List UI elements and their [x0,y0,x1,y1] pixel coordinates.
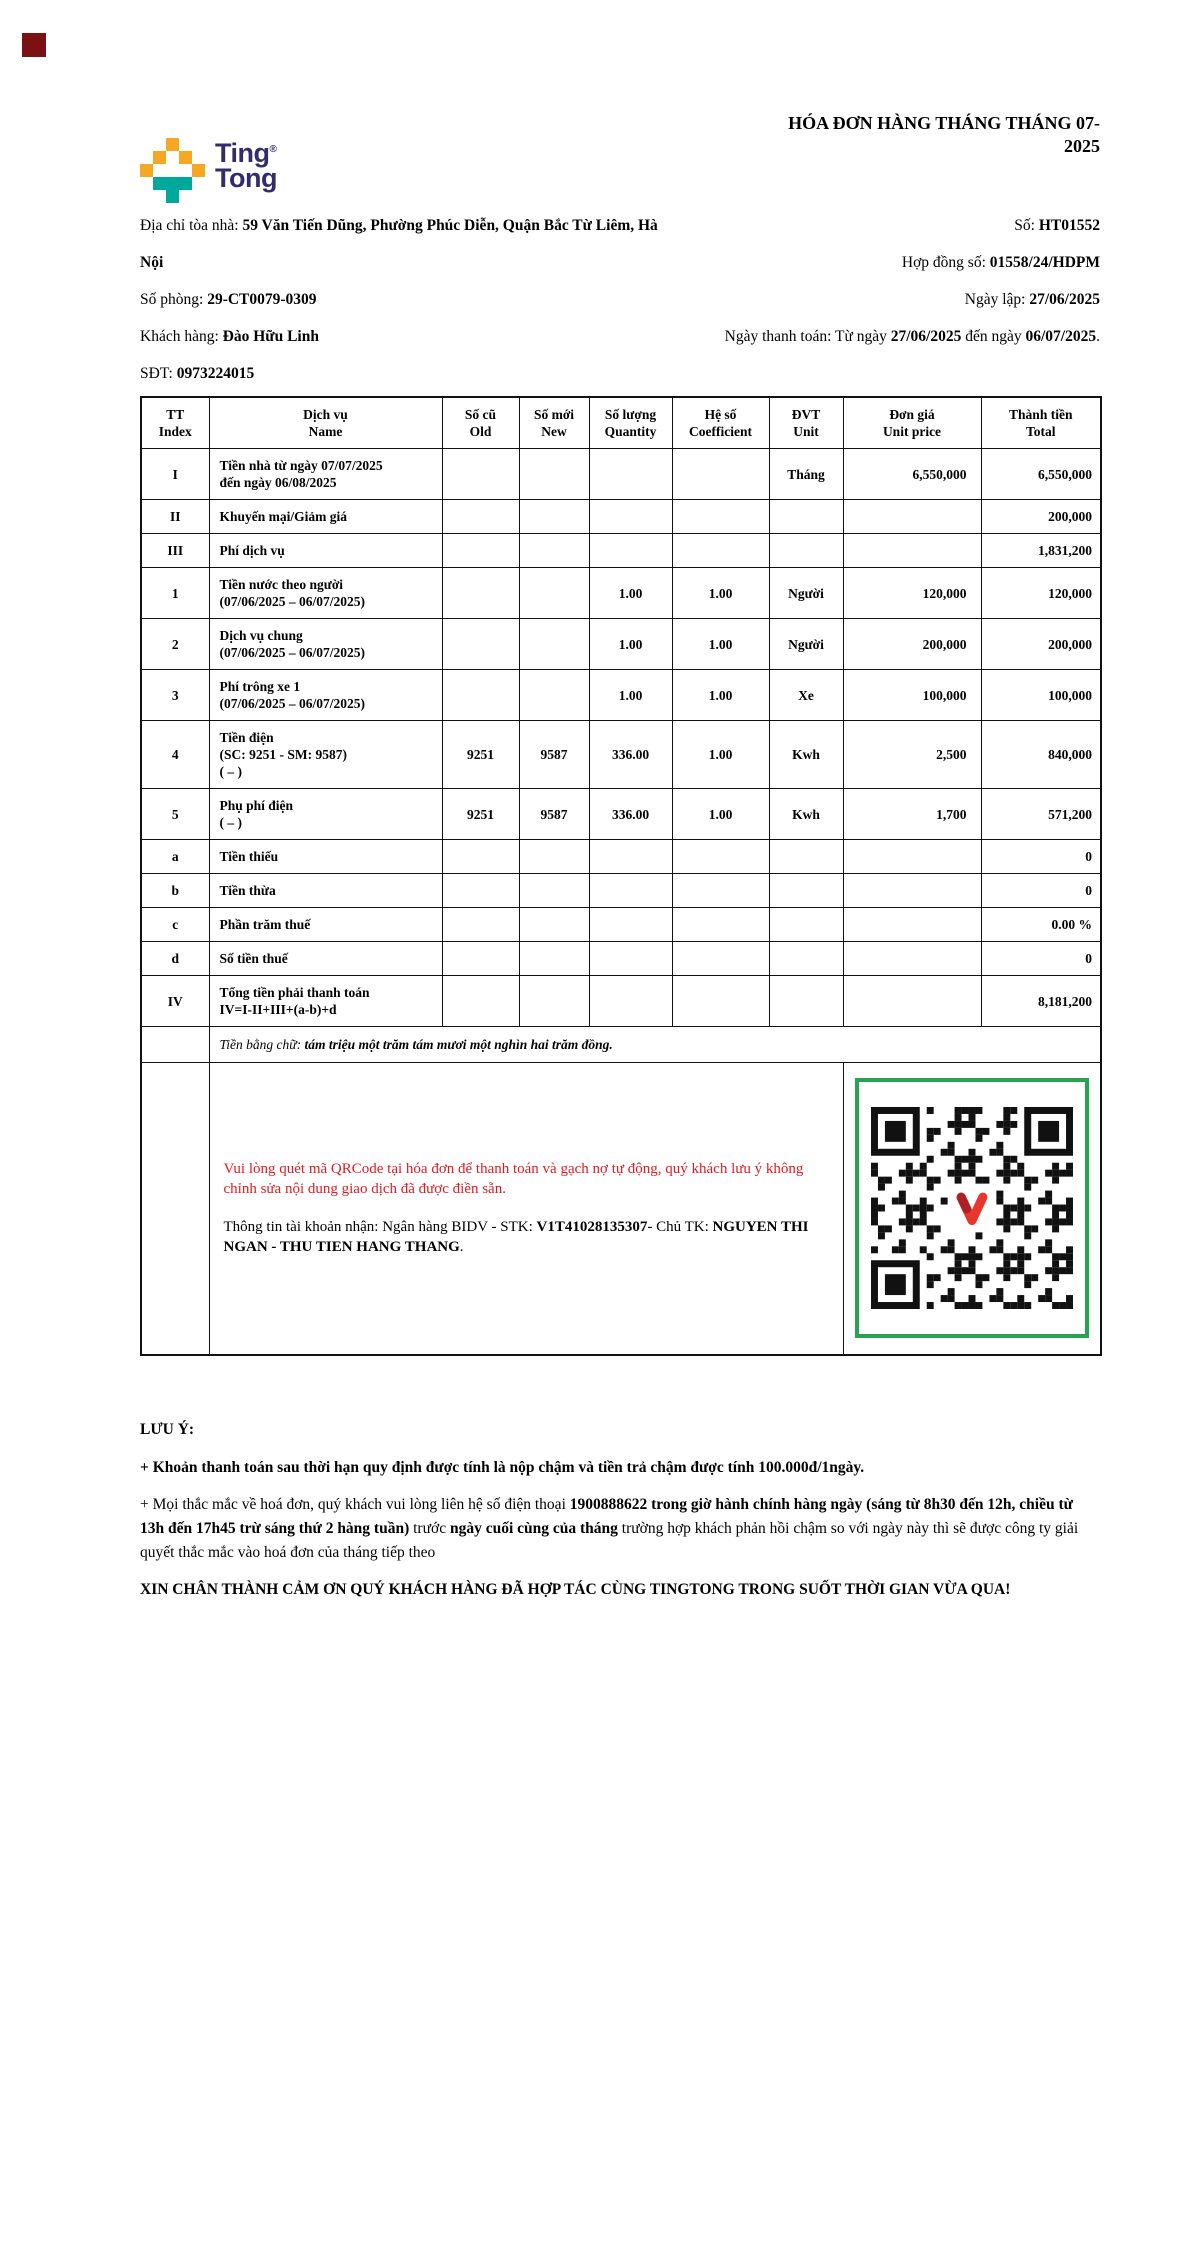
invoice-info-section [140,207,1100,392]
cell-index: I [141,449,209,500]
building-address-line: Địa chỉ tòa nhà: 59 Văn Tiến Dũng, Phường Phúc Diễn, Quận Bắc Từ Liêm, Hà Nội [140,217,658,271]
cell-total: 571,200 [981,789,1101,840]
cell-coefficient [672,534,769,568]
cell-quantity: 1.00 [589,670,672,721]
cell-coefficient: 1.00 [672,670,769,721]
cell-unit-price [843,942,981,976]
tingtong-logo [140,138,277,203]
cell-quantity [589,500,672,534]
cell-coefficient: 1.00 [672,721,769,789]
cell-old-reading [442,874,519,908]
cell-index: 1 [141,568,209,619]
logo-pixel [179,177,192,190]
amount-in-words-row [141,1027,1101,1063]
cell-index: 5 [141,789,209,840]
cell-quantity [589,908,672,942]
cell-coefficient [672,976,769,1027]
cell-service-name: Tiền thiếu [209,840,442,874]
qr-code-cell [843,1063,1101,1355]
cell-unit-price [843,840,981,874]
cell-service-name: Khuyến mại/Giảm giá [209,500,442,534]
cell-service-name: Tiền điện (SC: 9251 - SM: 9587) ( – ) [209,721,442,789]
tingtong-logo-text [215,138,277,194]
qr-payment-note: Vui lòng quét mã QRCode tại hóa đơn để thanh toán và gạch nợ tự động, quý khách lưu ý không chỉnh sửa nội dung giao dịch đã được điền sẵn. [223,1161,804,1198]
cell-old-reading [442,840,519,874]
logo-word-ting: Ting [215,138,270,168]
logo-pixel [140,164,153,177]
cell-old-reading [442,942,519,976]
cell-unit: Kwh [769,789,843,840]
cell-new-reading: 9587 [519,789,589,840]
cell-total: 0.00 % [981,908,1101,942]
cell-quantity [589,874,672,908]
cell-old-reading [442,534,519,568]
logo-pixel [153,151,166,164]
table-row [141,449,1101,500]
cell-unit-price: 6,550,000 [843,449,981,500]
cell-total: 200,000 [981,500,1101,534]
footer-notes [140,1418,1100,1602]
cell-index: 4 [141,721,209,789]
cell-quantity: 1.00 [589,568,672,619]
table-row [141,840,1101,874]
cell-total: 840,000 [981,721,1101,789]
invoice-title [660,112,1100,203]
cell-coefficient [672,500,769,534]
cell-service-name: Tiền thừa [209,874,442,908]
cell-quantity [589,534,672,568]
cell-unit: Xe [769,670,843,721]
cell-new-reading [519,534,589,568]
cell-service-name: Phần trăm thuế [209,908,442,942]
cell-unit [769,840,843,874]
logo-pixel [166,138,179,151]
cell-unit: Người [769,619,843,670]
cell-unit-price [843,534,981,568]
cell-coefficient [672,840,769,874]
header-quantity: Số lượng Quantity [589,397,672,449]
cell-total: 1,831,200 [981,534,1101,568]
cell-unit [769,942,843,976]
cell-coefficient: 1.00 [672,789,769,840]
cell-new-reading [519,449,589,500]
cell-old-reading [442,619,519,670]
cell-unit [769,500,843,534]
cell-unit: Tháng [769,449,843,500]
registered-trademark-mark: ® [269,144,277,155]
header-unit-price: Đơn giá Unit price [843,397,981,449]
cell-total: 100,000 [981,670,1101,721]
cell-service-name: Phụ phí điện ( – ) [209,789,442,840]
table-row [141,619,1101,670]
table-row [141,908,1101,942]
cell-unit-price: 2,500 [843,721,981,789]
cell-unit-price [843,500,981,534]
cell-total: 0 [981,942,1101,976]
invoice-table [140,396,1102,1356]
logo-pixel [192,164,205,177]
cell-unit [769,976,843,1027]
cell-index: III [141,534,209,568]
cell-quantity [589,942,672,976]
document-header [140,112,1100,203]
cell-new-reading [519,942,589,976]
cell-total: 200,000 [981,619,1101,670]
header-index: TT Index [141,397,209,449]
cell-unit-price [843,908,981,942]
issue-date-line: Ngày lập: 27/06/2025 [964,291,1100,308]
cell-old-reading [442,908,519,942]
cell-service-name: Số tiền thuế [209,942,442,976]
cell-index: II [141,500,209,534]
invoice-title-line1: HÓA ĐƠN HÀNG THÁNG THÁNG 07- [788,113,1100,133]
cell-unit [769,908,843,942]
cell-unit-price: 200,000 [843,619,981,670]
notes-heading: LƯU Ý: [140,1420,195,1438]
logo-pixel [153,177,166,190]
qr-row-index-cell [141,1063,209,1355]
cell-service-name: Tổng tiền phải thanh toán IV=I-II+III+(a-b)+d [209,976,442,1027]
corner-marker [22,33,46,57]
table-header-row [141,397,1101,449]
amount-in-words-index-cell [141,1027,209,1063]
qr-code [855,1078,1089,1338]
table-row [141,500,1101,534]
cell-new-reading [519,976,589,1027]
table-row [141,568,1101,619]
cell-total: 8,181,200 [981,976,1101,1027]
cell-index: b [141,874,209,908]
cell-quantity: 1.00 [589,619,672,670]
cell-old-reading: 9251 [442,721,519,789]
cell-index: 3 [141,670,209,721]
table-row [141,874,1101,908]
logo-pixel [166,190,179,203]
header-unit: ĐVT Unit [769,397,843,449]
invoice-meta-column [660,207,1100,392]
cell-old-reading [442,670,519,721]
cell-service-name: Phí trông xe 1 (07/06/2025 – 06/07/2025) [209,670,442,721]
table-row [141,942,1101,976]
cell-new-reading [519,840,589,874]
cell-unit-price: 120,000 [843,568,981,619]
cell-coefficient [672,449,769,500]
header-new-reading: Số mới New [519,397,589,449]
cell-total: 0 [981,874,1101,908]
cell-new-reading [519,500,589,534]
customer-name-line: Khách hàng: Đào Hữu Linh [140,328,319,345]
cell-old-reading: 9251 [442,789,519,840]
cell-new-reading [519,568,589,619]
table-row [141,721,1101,789]
cell-quantity [589,449,672,500]
contract-number-line: Hợp đồng số: 01558/24/HDPM [901,254,1100,271]
cell-coefficient [672,908,769,942]
cell-service-name: Phí dịch vụ [209,534,442,568]
cell-old-reading [442,568,519,619]
cell-old-reading [442,976,519,1027]
cell-new-reading [519,874,589,908]
cell-unit-price [843,874,981,908]
cell-index: c [141,908,209,942]
cell-index: IV [141,976,209,1027]
cell-unit-price: 100,000 [843,670,981,721]
invoice-title-line2: 2025 [1064,136,1100,157]
cell-new-reading [519,619,589,670]
header-old-reading: Số cũ Old [442,397,519,449]
cell-total: 120,000 [981,568,1101,619]
cell-total: 0 [981,840,1101,874]
cell-unit-price: 1,700 [843,789,981,840]
amount-in-words: Tiền bằng chữ: tám triệu một trăm tám mươi một nghìn hai trăm đồng. [209,1027,1101,1063]
payment-instructions-cell [209,1063,843,1355]
vietqr-v-logo-icon [949,1185,995,1231]
late-payment-note: + Khoản thanh toán sau thời hạn quy định được tính là nộp chậm và tiền trả chậm được tính 100.000đ/1ngày. [140,1458,865,1476]
customer-info-column [140,207,660,392]
header-total: Thành tiền Total [981,397,1101,449]
cell-unit: Người [769,568,843,619]
cell-quantity: 336.00 [589,789,672,840]
cell-service-name: Dịch vụ chung (07/06/2025 – 06/07/2025) [209,619,442,670]
cell-new-reading: 9587 [519,721,589,789]
table-row [141,534,1101,568]
cell-coefficient [672,874,769,908]
tingtong-logo-icon [140,138,205,203]
header-service-name: Dịch vụ Name [209,397,442,449]
phone-number-line: SĐT: 0973224015 [140,365,255,382]
cell-service-name: Tiền nhà từ ngày 07/07/2025 đến ngày 06/08/2025 [209,449,442,500]
contact-note: + Mọi thắc mắc về hoá đơn, quý khách vui lòng liên hệ số điện thoại 1900888622 trong giờ hành chính hàng ngày (sáng từ 8h30 đến 12h, chiều từ 13h đến 17h45 trừ sáng thứ 2 hàng tuần) trước ngày cuối cùng của tháng trường hợp khách phản hồi chậm so với ngày này thì sẽ được công ty giải quyết thắc mắc vào hoá đơn của tháng tiếp theo [140,1495,1079,1561]
cell-new-reading [519,670,589,721]
cell-unit: Kwh [769,721,843,789]
cell-index: 2 [141,619,209,670]
logo-pixel [166,177,179,190]
payment-period-line: Ngày thanh toán: Từ ngày 27/06/2025 đến ngày 06/07/2025. [724,328,1100,345]
invoice-document [140,0,1100,1602]
header-coefficient: Hệ số Coefficient [672,397,769,449]
logo-word-tong: Tong [215,163,277,194]
cell-unit-price [843,976,981,1027]
cell-new-reading [519,908,589,942]
cell-quantity: 336.00 [589,721,672,789]
table-row [141,976,1101,1027]
payment-qr-row [141,1063,1101,1355]
cell-coefficient: 1.00 [672,568,769,619]
room-number-line: Số phòng: 29-CT0079-0309 [140,291,317,308]
cell-service-name: Tiền nước theo người (07/06/2025 – 06/07/2025) [209,568,442,619]
cell-coefficient: 1.00 [672,619,769,670]
cell-quantity [589,840,672,874]
invoice-number-line: Số: HT01552 [1014,217,1100,234]
cell-quantity [589,976,672,1027]
cell-old-reading [442,500,519,534]
cell-coefficient [672,942,769,976]
cell-index: d [141,942,209,976]
cell-total: 6,550,000 [981,449,1101,500]
cell-unit [769,534,843,568]
cell-old-reading [442,449,519,500]
table-row [141,789,1101,840]
table-row [141,670,1101,721]
thank-you-message: XIN CHÂN THÀNH CẢM ƠN QUÝ KHÁCH HÀNG ĐÃ HỢP TÁC CÙNG TINGTONG TRONG SUỐT THỜI GIAN VỪA QUA! [140,1580,1011,1598]
cell-unit [769,874,843,908]
logo-pixel [179,151,192,164]
bank-account-info: Thông tin tài khoản nhận: Ngân hàng BIDV - STK: V1T41028135307- Chủ TK: NGUYEN THI NGAN - THU TIEN HANG THANG. [223,1219,809,1256]
cell-index: a [141,840,209,874]
